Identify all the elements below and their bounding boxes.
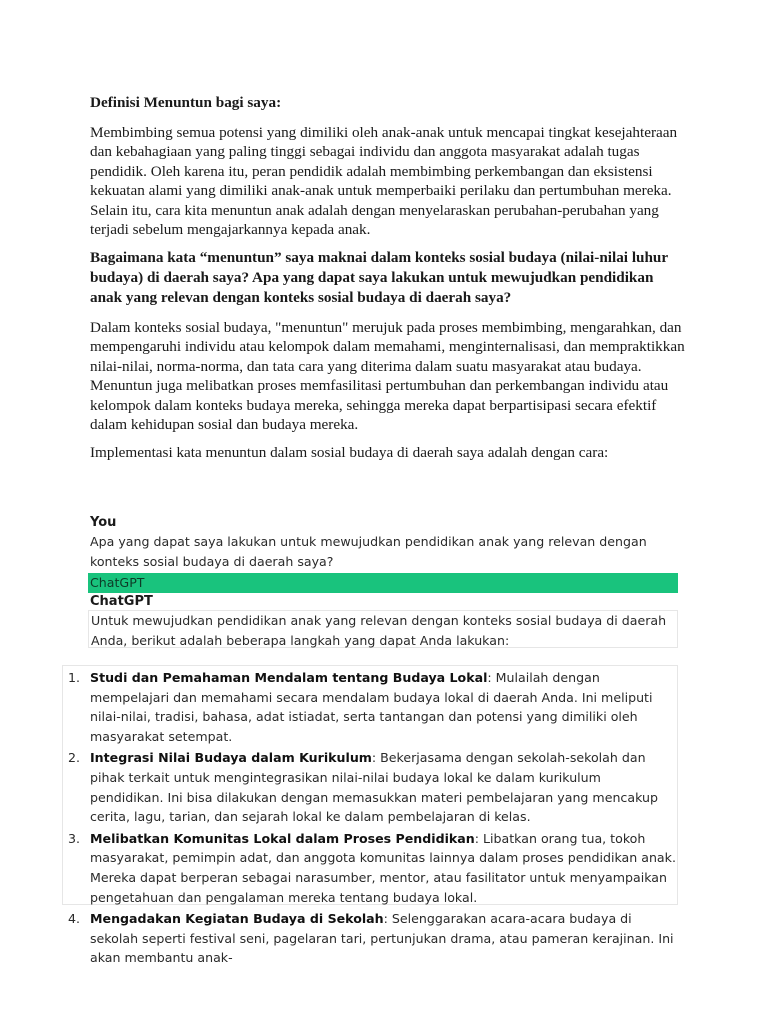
step-text: : Libatkan orang tua, tokoh masyarakat, pemimpin adat, dan anggota komunitas lainnya dalam proses pendidikan anak. Mereka dapat berperan sebagai narasumber, mentor, atau fasilitator untuk menyampaikan pengetahuan dan pengalaman mereka tentang budaya lokal. bbox=[90, 830, 676, 905]
list-number: 3. bbox=[68, 830, 81, 846]
step-text: : Mulailah dengan mempelajari dan memahami secara mendalam budaya lokal di daerah Anda. Ini meliputi nilai-nilai, tradisi, bahasa, adat istiadat, serta tantangan dan potensi yang dimiliki oleh masyarakat setempat. bbox=[90, 670, 653, 744]
step-title: Integrasi Nilai Budaya dalam Kurikulum bbox=[90, 750, 372, 766]
list-number: 1. bbox=[68, 670, 81, 685]
assistant-intro: Untuk mewujudkan pendidikan anak yang relevan dengan konteks sosial budaya di daerah Anda, berikut adalah beberapa langkah yang dapat Anda lakukan: bbox=[91, 613, 667, 648]
section-heading-definition: Definisi Menuntun bagi saya: bbox=[90, 94, 282, 111]
step-title: Studi dan Pemahaman Mendalam tentang Budaya Lokal bbox=[90, 670, 488, 685]
assistant-intro-box bbox=[88, 610, 678, 648]
step-text: : Bekerjasama dengan sekolah-sekolah dan pihak terkait untuk mengintegrasikan nilai-nilai budaya lokal ke dalam kurikulum pendidikan. Ini bisa dilakukan dengan memasukkan materi pembelajaran yang mencakup cerita, lagu, tarian, dan sejarah lokal ke dalam pembelajaran di kelas. bbox=[90, 750, 658, 825]
context-paragraph: Dalam konteks sosial budaya, "menuntun" merujuk pada proses membimbing, mengarahkan, dan mempengaruhi individu atau kelompok dalam memahami, menginternalisasi, dan mempraktikkan nilai-nilai, norma-norma, dan tata cara yang diterima dalam suatu masyarakat atau budaya. Menuntun juga melibatkan proses memfasilitasi pertumbuhan dan perkembangan individu atau kelompok dalam konteks budaya mereka, sehingga mereka dapat berpartisipasi secara efektif dalam kehidupan sosial dan budaya mereka. bbox=[90, 319, 685, 434]
list-number: 2. bbox=[68, 750, 81, 766]
step-title: Mengadakan Kegiatan Budaya di Sekolah bbox=[90, 911, 384, 927]
definition-paragraph: Membimbing semua potensi yang dimiliki oleh anak-anak untuk mencapai tingkat kesejahteraan dan kebahagiaan yang paling tinggi sebagai individu dan anggota masyarakat adalah tugas pendidik. Oleh karena itu, peran pendidik adalah membimbing perkembangan dan eksistensi kekuatan alami yang dimiliki anak-anak untuk memperbaiki perilaku dan pertumbuhan mereka. Selain itu, cara kita menuntun anak adalah dengan menyelaraskan perubahan-perubahan yang terjadi sebelum mengajarkannya kepada anak. bbox=[90, 124, 678, 239]
implementation-paragraph: Implementasi kata menuntun dalam sosial budaya di daerah saya adalah dengan cara: bbox=[90, 444, 609, 462]
list-number: 4. bbox=[68, 911, 81, 927]
user-question: Apa yang dapat saya lakukan untuk mewujudkan pendidikan anak yang relevan dengan konteks sosial budaya di daerah saya? bbox=[90, 534, 647, 569]
section-1 bbox=[90, 93, 685, 239]
user-message bbox=[90, 513, 685, 571]
assistant-steps-box bbox=[62, 665, 678, 966]
assistant-header-bar: ChatGPT bbox=[88, 573, 678, 593]
list-item bbox=[63, 748, 677, 826]
list-item bbox=[63, 909, 677, 968]
step-title: Melibatkan Komunitas Lokal dalam Proses Pendidikan bbox=[90, 830, 475, 846]
section-2 bbox=[90, 248, 685, 463]
user-label: You bbox=[90, 515, 117, 530]
section-heading-question: Bagaimana kata “menuntun” saya maknai dalam konteks sosial budaya (nilai-nilai luhur budaya) di daerah saya? Apa yang dapat saya lakukan untuk mewujudkan pendidikan anak yang relevan dengan konteks sosial budaya di daerah saya? bbox=[90, 249, 668, 306]
list-item bbox=[63, 668, 677, 746]
assistant-label: ChatGPT bbox=[90, 594, 153, 609]
list-item bbox=[63, 829, 677, 907]
steps-list bbox=[63, 668, 677, 968]
step-text: : Selenggarakan acara-acara budaya di sekolah seperti festival seni, pagelaran tari, pertunjukan drama, atau pameran kerajinan. Ini akan membantu anak- bbox=[90, 911, 674, 966]
